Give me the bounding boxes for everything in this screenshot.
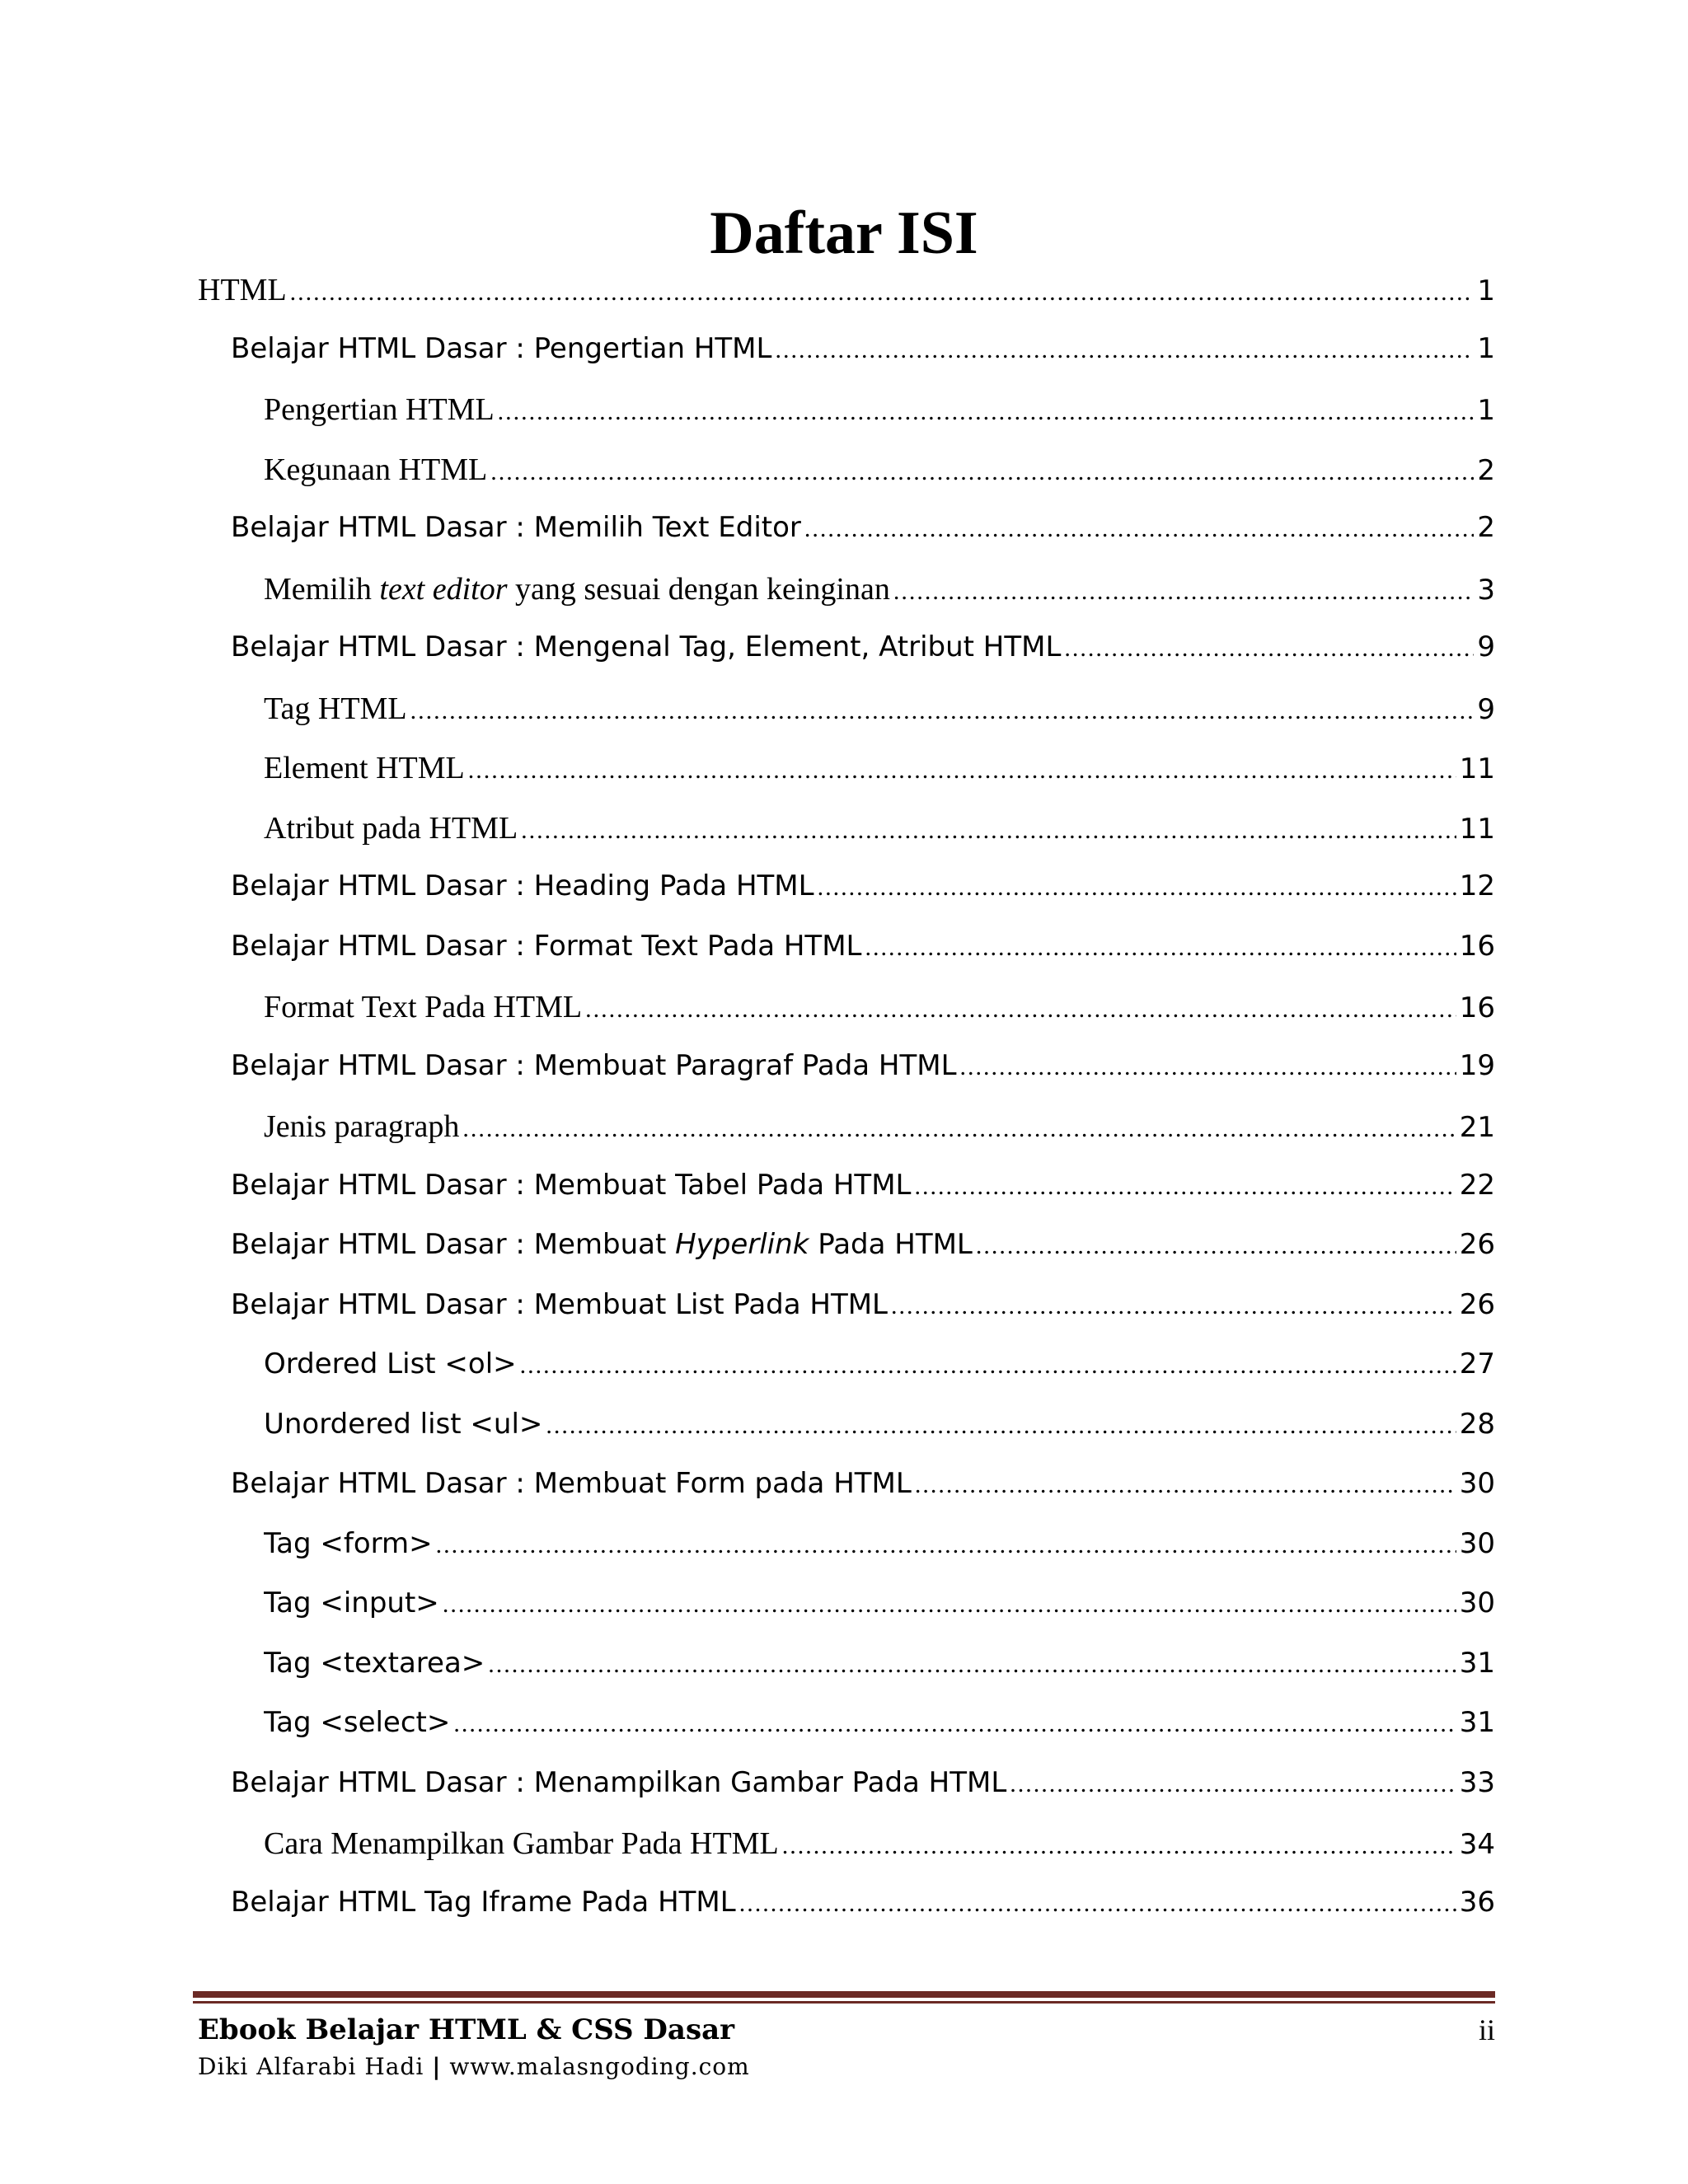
toc-dot-leader: [488, 1651, 1456, 1679]
toc-page-number: 33: [1459, 1765, 1495, 1799]
toc-entry[interactable]: [231, 1467, 1495, 1508]
toc-entry-title: Belajar HTML Dasar : Format Text Pada HTML: [231, 929, 862, 963]
toc-entry-title: Tag <select>: [264, 1706, 451, 1739]
toc-entry[interactable]: [264, 691, 1495, 732]
toc-page-number: 9: [1477, 630, 1495, 663]
footer-author-line: [198, 2050, 750, 2083]
toc-page-number: 31: [1459, 1646, 1495, 1680]
footer-rule-thick: [193, 1991, 1495, 1998]
toc-entry-title: Belajar HTML Dasar : Membuat List Pada HTML: [231, 1287, 888, 1321]
toc-entry-title: Belajar HTML Tag Iframe Pada HTML: [231, 1885, 736, 1919]
toc-dot-leader: [915, 1471, 1456, 1499]
toc-entry-title: Jenis paragraph: [264, 1109, 460, 1144]
toc-page-number: 28: [1459, 1407, 1495, 1441]
footer-website[interactable]: www.malasngoding.com: [449, 2053, 750, 2080]
toc-entry-title: Format Text Pada HTML: [264, 990, 583, 1024]
toc-entry-title-part: Memilih: [264, 571, 380, 607]
toc-entry[interactable]: [264, 1108, 1495, 1150]
toc-entry[interactable]: [231, 1049, 1495, 1090]
toc-entry[interactable]: [264, 1527, 1495, 1568]
toc-entry-title: Belajar HTML Dasar : Mengenal Tag, Element, Atribut HTML: [231, 630, 1062, 663]
toc-dot-leader: [290, 279, 1475, 307]
toc-entry[interactable]: [231, 332, 1495, 373]
toc-page-number: 16: [1459, 929, 1495, 963]
toc-entry[interactable]: [264, 750, 1495, 791]
toc-dot-leader: [520, 1352, 1456, 1380]
toc-entry-title: Belajar HTML Dasar : Memilih Text Editor: [231, 511, 801, 544]
toc-page-number: 27: [1459, 1347, 1495, 1380]
toc-dot-leader: [775, 336, 1474, 364]
toc-entry[interactable]: [231, 1228, 1495, 1269]
toc-page-number: 3: [1477, 573, 1495, 607]
toc-entry[interactable]: [231, 511, 1495, 552]
toc-page-number: 30: [1459, 1586, 1495, 1619]
toc-page-number: 19: [1459, 1048, 1495, 1082]
toc-entry-title-italic: text editor: [379, 571, 508, 607]
toc-dot-leader: [739, 1890, 1456, 1918]
toc-entry[interactable]: [264, 1706, 1495, 1747]
toc-dot-leader: [1010, 1770, 1456, 1798]
toc-entry[interactable]: [264, 989, 1495, 1030]
toc-entry-title-part: Belajar HTML Dasar : Membuat: [231, 1228, 676, 1261]
toc-dot-leader: [865, 934, 1456, 962]
toc-entry-title: Tag <input>: [264, 1586, 439, 1619]
toc-entry-title: Tag <form>: [264, 1526, 433, 1560]
toc-page-number: 34: [1459, 1828, 1495, 1861]
toc-dot-leader: [891, 1292, 1456, 1320]
toc-entry-title: Belajar HTML Dasar : Menampilkan Gambar Pada HTML: [231, 1765, 1007, 1799]
toc-dot-leader: [960, 1053, 1456, 1081]
toc-entry-title: Cara Menampilkan Gambar Pada HTML: [264, 1826, 779, 1861]
toc-entry[interactable]: [231, 1288, 1495, 1329]
footer-rule-thin: [193, 2001, 1495, 2004]
toc-entry[interactable]: [231, 1886, 1495, 1927]
toc-entry[interactable]: [231, 930, 1495, 971]
toc-dot-leader: [804, 515, 1474, 543]
toc-entry-title: [264, 571, 890, 607]
toc-page-number: 22: [1459, 1168, 1495, 1202]
toc-entry-title: HTML: [198, 273, 287, 307]
toc-entry-title: Belajar HTML Dasar : Pengertian HTML: [231, 331, 772, 365]
toc-dot-leader: [546, 1412, 1456, 1440]
toc-entry[interactable]: [264, 452, 1495, 493]
toc-page-number: 12: [1459, 869, 1495, 902]
toc-dot-leader: [443, 1591, 1456, 1619]
toc-dot-leader: [585, 996, 1456, 1024]
toc-page-number: 1: [1477, 274, 1495, 307]
toc-entry[interactable]: [264, 1347, 1495, 1389]
toc-dot-leader: [782, 1832, 1456, 1860]
toc-entry[interactable]: [264, 1408, 1495, 1449]
toc-page-number: 2: [1477, 453, 1495, 487]
toc-entry-title: Kegunaan HTML: [264, 452, 488, 487]
toc-entry[interactable]: [231, 630, 1495, 672]
toc-entry-title: Belajar HTML Dasar : Membuat Paragraf Pada HTML: [231, 1048, 957, 1082]
toc-entry-title: Ordered List <ol>: [264, 1347, 517, 1380]
toc-page-number: 16: [1459, 991, 1495, 1024]
footer-author: Diki Alfarabi Hadi: [198, 2053, 424, 2080]
toc-dot-leader: [453, 1710, 1456, 1738]
toc-dot-leader: [410, 697, 1475, 725]
footer-book-title: Ebook Belajar HTML & CSS Dasar: [198, 2013, 735, 2046]
footer-separator: |: [432, 2053, 442, 2080]
toc-dot-leader: [498, 398, 1475, 426]
toc-dot-leader: [914, 1173, 1456, 1201]
page-title: Daftar ISI: [710, 199, 978, 267]
toc-entry-title-part: yang sesuai dengan keinginan: [507, 571, 890, 607]
toc-page-number: 26: [1459, 1287, 1495, 1321]
toc-entry-title: [231, 1228, 973, 1261]
toc-dot-leader: [893, 578, 1475, 606]
toc-dot-leader: [462, 1115, 1456, 1143]
toc-dot-leader: [818, 874, 1456, 902]
toc-entry-title: Tag <textarea>: [264, 1646, 485, 1680]
toc-entry-title: Belajar HTML Dasar : Heading Pada HTML: [231, 869, 814, 902]
toc-entry-title: Atribut pada HTML: [264, 810, 518, 846]
toc-entry[interactable]: [264, 1825, 1495, 1867]
toc-entry[interactable]: [264, 571, 1495, 612]
toc-entry[interactable]: [231, 1766, 1495, 1807]
toc-entry-title: Tag HTML: [264, 691, 407, 726]
toc-page-number: 2: [1477, 511, 1495, 544]
toc-page-number: 11: [1459, 752, 1495, 785]
toc-dot-leader: [490, 458, 1474, 486]
toc-page-number: 11: [1459, 812, 1495, 846]
toc-entry[interactable]: [231, 1169, 1495, 1210]
toc-page-number: 1: [1477, 394, 1495, 427]
toc-entry-title: Belajar HTML Dasar : Membuat Tabel Pada HTML: [231, 1168, 912, 1202]
toc-page-number: 30: [1459, 1467, 1495, 1500]
footer-page-number: ii: [1478, 2013, 1495, 2046]
toc-entry[interactable]: [264, 810, 1495, 851]
toc-page-number: 21: [1459, 1111, 1495, 1144]
toc-entry[interactable]: [231, 869, 1495, 911]
toc-page-number: 1: [1477, 331, 1495, 365]
toc-entry-title: Unordered list <ul>: [264, 1407, 543, 1441]
toc-entry-title-part: Pada HTML: [809, 1228, 973, 1261]
toc-page-number: 36: [1459, 1885, 1495, 1919]
toc-dot-leader: [436, 1531, 1456, 1559]
toc-page-number: 26: [1459, 1228, 1495, 1261]
toc-dot-leader: [521, 817, 1456, 845]
toc-entry[interactable]: [264, 391, 1495, 433]
toc-page-number: 30: [1459, 1526, 1495, 1560]
toc-entry-title: Belajar HTML Dasar : Membuat Form pada HTML: [231, 1467, 912, 1500]
toc-page-number: 9: [1477, 692, 1495, 726]
toc-dot-leader: [976, 1232, 1456, 1260]
toc-entry[interactable]: [264, 1647, 1495, 1688]
toc-entry-title: Pengertian HTML: [264, 392, 495, 427]
toc-entry-title-italic: Hyperlink: [675, 1228, 809, 1261]
toc-entry[interactable]: [264, 1586, 1495, 1628]
toc-dot-leader: [468, 757, 1456, 785]
toc-page-number: 31: [1459, 1706, 1495, 1739]
toc-entry[interactable]: [198, 272, 1495, 313]
toc-entry-title: Element HTML: [264, 751, 465, 785]
toc-dot-leader: [1064, 635, 1474, 663]
